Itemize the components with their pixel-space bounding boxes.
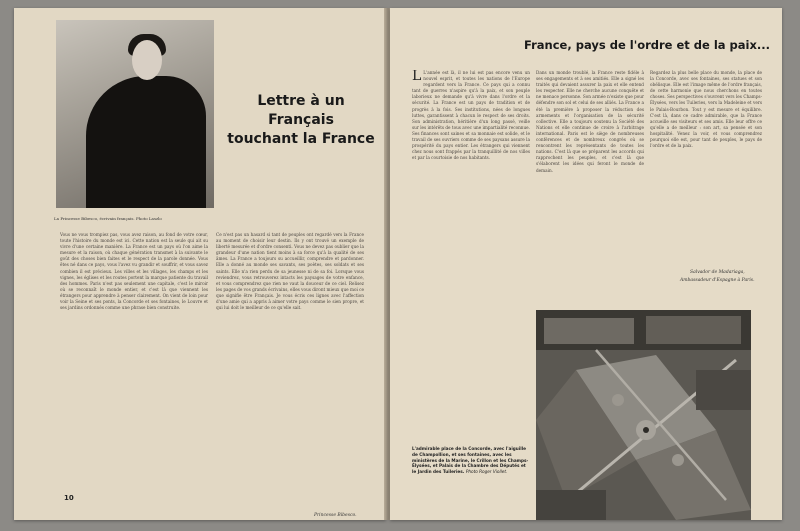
- aerial-photo-drawing: [536, 310, 751, 520]
- left-text-column-1: Vous ne vous trompiez pas, vous avez raison, au fond de votre cœur, toute l'histoire du monde est ici. Cette nation est la seule qui ait su vivre d'une certaine manière. La France est un pays où l'on aime la mesure et la raison, où chaque génération transmet à la suivante le goût des choses bien faites et le respect de la parole donnée. Vous êtes né dans ce pays, vous l'avez vu grandir et souffrir, et vous savez combien il est précieux. Les villes et les villages, les champs et les vignes, les églises et les routes portent la marque patiente du travail des hommes. Paris n'est pas seulement une capitale, c'est le miroir où se reconnaît le monde entier, et c'est là que viennent les étrangers pour apprendre à penser clairement. On vient de loin pour voir la Seine et ses ponts, la Concorde et ses fontaines, le Louvre et ses jardins ordonnés comme une phrase bien construite.: [60, 232, 208, 311]
- drop-cap: L: [412, 70, 422, 84]
- title-line-2: touchant la France: [227, 131, 375, 147]
- aerial-photo-credit: Photo Roger Viollet.: [465, 469, 508, 475]
- article-title: [226, 92, 376, 149]
- right-text-column-3: Regardez la plus belle place du monde, la place de la Concorde, avec ses fontaines, ses statues et son obélisque. Elle est l'image même de l'ordre français, de cette harmonie que nous cherchons en toutes choses. Ses perspectives s'ouvrent vers les Champs-Élysées, vers les Tuileries, vers la Madeleine et vers le Palais-Bourbon. Tout y est mesure et équilibre. C'est là, dans ce cadre admirable, que la France accueille ses visiteurs et ses amis. Elle leur offre ce qu'elle a de meilleur : son art, sa pensée et son hospitalité. Venez la voir, et vous comprendrez pourquoi elle est, pour tant de peuples, le pays de l'ordre et de la paix.: [650, 70, 762, 149]
- photo-caption: La Princesse Bibesco, écrivain français. Photo Laszlo: [54, 216, 162, 221]
- page-number: 10: [64, 494, 74, 502]
- left-page: [14, 8, 386, 520]
- right-signature-name: Salvador de Madariaga,: [690, 270, 745, 275]
- title-line-1: Lettre à un Français: [257, 93, 345, 128]
- aerial-photo-concorde: [536, 310, 751, 520]
- right-col1-text: L'année est là, il ne lui est pas encore venu un nouvel esprit, et toutes les nations de l'Europe regardent vers la France. Ce pays qui a connu tant de guerres n'aspire qu'à la paix, et son peuple laborieux ne demande qu'à vivre dans l'ordre et la sécurité. La France est un pays de tradition et de progrès à la fois. Ses institutions, nées de longues luttes, garantissent à chacun le respect de ses droits. Son administration, héritière d'un long passé, veille sur les intérêts de tous avec une impartialité reconnue. Ses finances sont saines et sa monnaie est solide, et le travail de ses ouvriers comme de ses paysans assure la prospérité du pays entier. Les étrangers qui viennent chez nous sont frappés par la tranquillité de nos villes et par la courtoisie de nos habitants.: [412, 70, 530, 161]
- right-text-column-2: Dans un monde troublé, la France reste fidèle à ses engagements et à ses amitiés. Elle a signé les traités qui devaient assurer la paix et elle entend les respecter. Elle ne cherche aucune conquête et ne menace personne. Son armée n'existe que pour défendre son sol et celui de ses alliés. La France a été la première à proposer la réduction des armements et l'organisation de la sécurité collective. Elle a toujours soutenu la Société des Nations et elle continue de croire à l'arbitrage international. Paris est le siège de nombreuses conférences et de nombreux congrès où se rencontrent les représentants de toutes les nations. C'est là que se préparent les accords qui rapprochent les peuples, et c'est là que s'élaborent les idées qui feront le monde de demain.: [536, 70, 644, 173]
- left-signature: Princesse Bibesco.: [314, 513, 357, 518]
- aerial-caption-text: L'admirable place de la Concorde, avec l'aiguille de Champollion, et ses fontaines, avec les ministères de la Marine, le Crillon et les Champs-Élysées, et Palais de la Chambre des Députés et le Jardin des Tuileries.: [412, 446, 529, 475]
- right-text-column-1: [412, 70, 530, 440]
- aerial-photo-caption: [412, 446, 530, 475]
- portrait-photo: [56, 20, 214, 208]
- right-signature-title: Ambassadeur d'Espagne à Paris.: [680, 278, 755, 283]
- portrait-face: [132, 40, 162, 80]
- left-text-column-2: Ce n'est pas un hasard si tant de peuples ont regardé vers la France au moment de choisir leur destin. Ils y ont trouvé un exemple de liberté mesurée et d'ordre consenti. Vous ne devez pas oublier que la grandeur d'une nation tient moins à sa force qu'à la qualité de ses âmes. La France a toujours su accueillir, comprendre et pardonner. Elle a donné au monde ses savants, ses poètes, ses soldats et ses saints. Elle n'a rien perdu de sa jeunesse ni de sa foi. Lorsque vous reviendrez, vous retrouverez intacts les paysages de votre enfance, et vous comprendrez que rien ne vaut la douceur de ce ciel. Relisez les pages de vos grands écrivains, elles vous diront mieux que moi ce que signifie être Français. Je vous écris ces lignes avec l'affection d'une amie qui a appris à aimer votre pays comme le sien propre, et qui lui doit le meilleur de ce qu'elle sait.: [216, 232, 364, 311]
- right-article-title: France, pays de l'ordre et de la paix...: [524, 38, 770, 52]
- right-page: [390, 8, 782, 520]
- portrait-figure: [86, 76, 206, 208]
